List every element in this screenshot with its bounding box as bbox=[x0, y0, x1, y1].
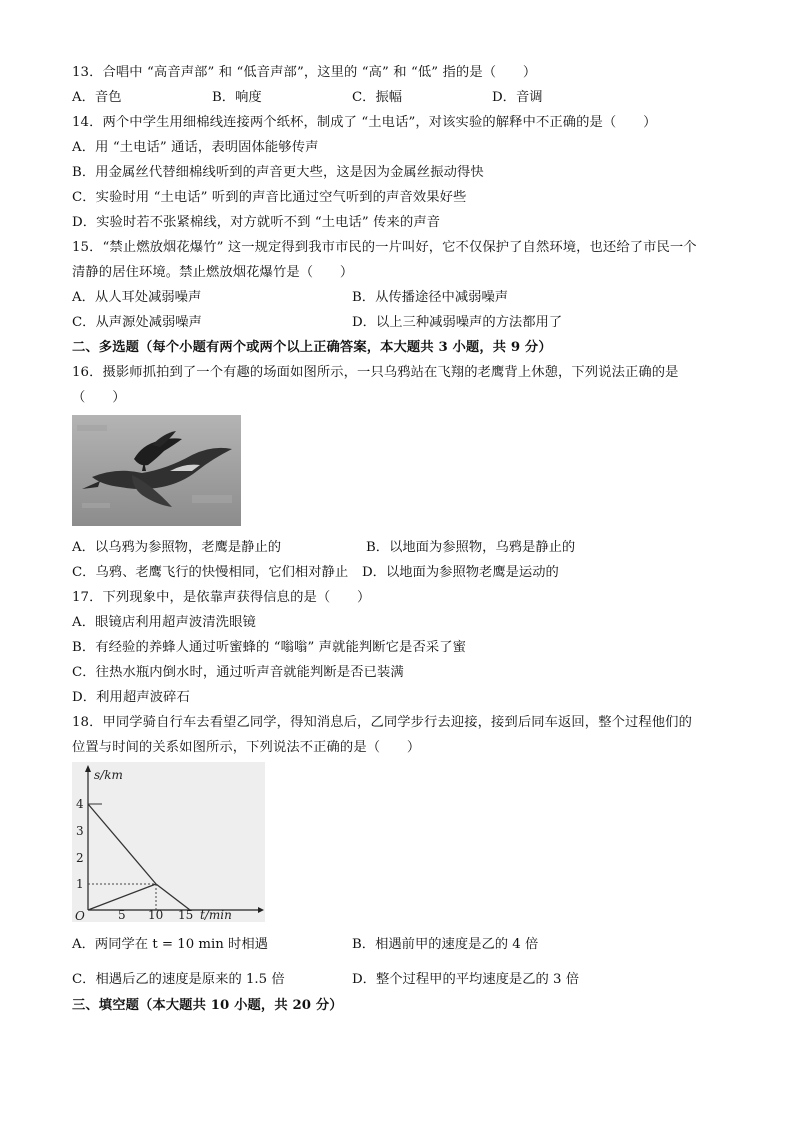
crow-on-eagle-photo bbox=[72, 415, 241, 526]
x-tick-10: 10 bbox=[148, 908, 164, 922]
section3-heading: 三、填空题（本大题共 10 小题，共 20 分） bbox=[72, 998, 343, 1013]
y-tick-4: 4 bbox=[76, 797, 84, 811]
q14-option-b: B．用金属丝代替细棉线听到的声音更大些，这是因为金属丝振动得快 bbox=[72, 165, 484, 180]
q17-option-c: C．往热水瓶内倒水时，通过听声音就能判断是否已装满 bbox=[72, 665, 404, 680]
q18-stem-line1: 18．甲同学骑自行车去看望乙同学，得知消息后，乙同学步行去迎接，接到后同车返回，整个过程他们的 bbox=[72, 715, 692, 730]
y-tick-2: 2 bbox=[76, 851, 84, 865]
q14-option-d: D．实验时若不张紧棉线，对方就听不到 “土电话” 传来的声音 bbox=[72, 215, 441, 230]
q13-option-d: D．音调 bbox=[492, 90, 543, 105]
y-axis-arrow-icon bbox=[85, 765, 91, 772]
q16-option-a: A．以乌鸦为参照物，老鹰是静止的 bbox=[72, 540, 282, 555]
q14-option-a: A．用 “土电话” 通话，表明固体能够传声 bbox=[72, 140, 319, 155]
q15-option-b: B．从传播途径中减弱噪声 bbox=[352, 290, 509, 305]
graph-line-jia-2 bbox=[156, 884, 190, 910]
q15-option-c: C．从声源处减弱噪声 bbox=[72, 315, 202, 330]
q16-stem-line2: （ ） bbox=[72, 390, 126, 405]
q13-option-a: A．音色 bbox=[72, 90, 122, 105]
q15-option-a: A．从人耳处减弱噪声 bbox=[72, 290, 202, 305]
x-axis-arrow-icon bbox=[258, 907, 264, 913]
q15-stem-line1: 15．“禁止燃放烟花爆竹” 这一规定得到我市市民的一片叫好，它不仅保护了自然环境，也还给了市民一个 bbox=[72, 240, 697, 255]
y-tick-1: 1 bbox=[76, 877, 84, 891]
position-time-graph bbox=[72, 762, 265, 922]
q17-option-d: D．利用超声波碎石 bbox=[72, 690, 190, 705]
x-tick-15: 15 bbox=[178, 908, 194, 922]
q13-stem: 13．合唱中 “高音声部” 和 “低音声部”，这里的 “高” 和 “低” 指的是（ ） bbox=[72, 65, 537, 80]
x-axis-label: t/min bbox=[200, 908, 232, 922]
x-tick-5: 5 bbox=[118, 908, 126, 922]
q18-option-d: D．整个过程甲的平均速度是乙的 3 倍 bbox=[352, 972, 580, 987]
section2-heading: 二、多选题（每个小题有两个或两个以上正确答案，本大题共 3 小题，共 9 分） bbox=[72, 340, 552, 355]
q18-option-b: B．相遇前甲的速度是乙的 4 倍 bbox=[352, 937, 539, 952]
graph-line-jia-1 bbox=[88, 804, 156, 884]
y-tick-3: 3 bbox=[76, 824, 84, 838]
q14-stem: 14．两个中学生用细棉线连接两个纸杯，制成了 “土电话”，对该实验的解释中不正确的是（ ） bbox=[72, 115, 657, 130]
q13-option-c: C．振幅 bbox=[352, 90, 403, 105]
q18-stem-line2: 位置与时间的关系如图所示，下列说法不正确的是（ ） bbox=[72, 740, 421, 755]
q13-option-b: B．响度 bbox=[212, 90, 262, 105]
y-axis-label: s/km bbox=[94, 768, 123, 782]
q15-option-d: D．以上三种减弱噪声的方法都用了 bbox=[352, 315, 563, 330]
q17-option-b: B．有经验的养蜂人通过听蜜蜂的 “嗡嗡” 声就能判断它是否采了蜜 bbox=[72, 640, 467, 655]
origin-label: O bbox=[75, 909, 85, 922]
q16-option-c: C．乌鸦、老鹰飞行的快慢相同，它们相对静止 bbox=[72, 565, 349, 580]
q14-option-c: C．实验时用 “土电话” 听到的声音比通过空气听到的声音效果好些 bbox=[72, 190, 467, 205]
q15-stem-line2: 清静的居住环境。禁止燃放烟花爆竹是（ ） bbox=[72, 265, 354, 280]
q17-option-a: A．眼镜店利用超声波清洗眼镜 bbox=[72, 615, 256, 630]
q16-option-b: B．以地面为参照物，乌鸦是静止的 bbox=[366, 540, 576, 555]
graph-line-yi bbox=[88, 884, 156, 910]
q18-option-a: A．两同学在 t = 10 min 时相遇 bbox=[72, 937, 268, 952]
q18-option-c: C．相遇后乙的速度是原来的 1.5 倍 bbox=[72, 972, 285, 987]
q16-option-d: D．以地面为参照物老鹰是运动的 bbox=[362, 565, 559, 580]
q17-stem: 17．下列现象中，是依靠声获得信息的是（ ） bbox=[72, 590, 371, 605]
q16-stem-line1: 16．摄影师抓拍到了一个有趣的场面如图所示，一只乌鸦站在飞翔的老鹰背上休憩，下列说法正确的是 bbox=[72, 365, 679, 380]
